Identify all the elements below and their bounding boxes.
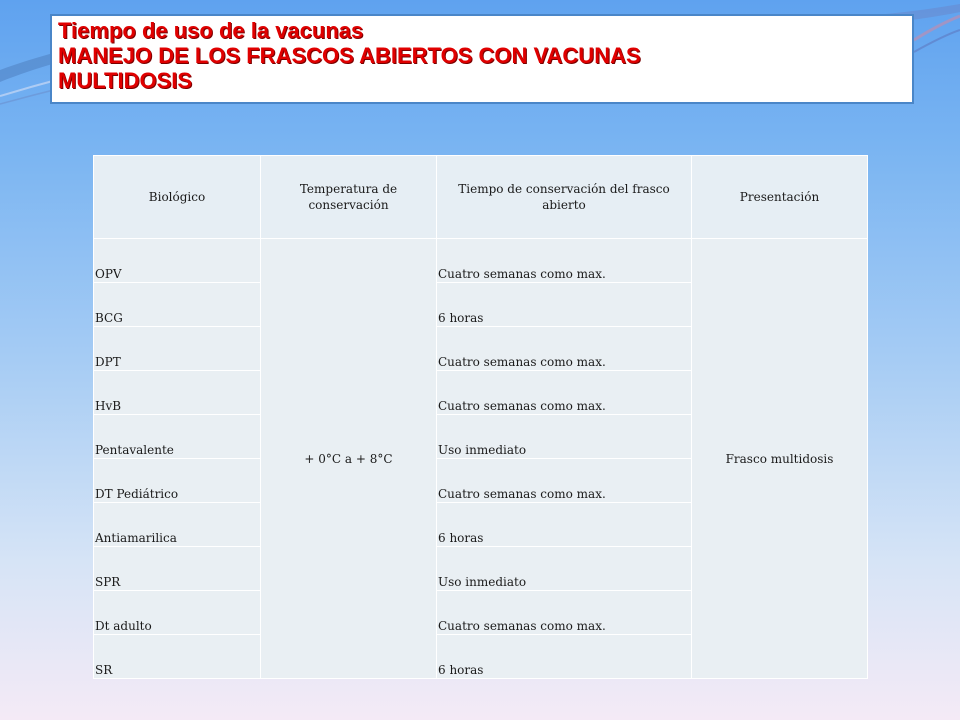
- cell-tiempo: Cuatro semanas como max.: [437, 239, 692, 283]
- cell-tiempo: 6 horas: [437, 503, 692, 547]
- cell-tiempo: 6 horas: [437, 635, 692, 679]
- cell-tiempo: Cuatro semanas como max.: [437, 459, 692, 503]
- header-presentacion: Presentación: [692, 156, 868, 239]
- cell-biologico: OPV: [94, 239, 261, 283]
- cell-biologico: HvB: [94, 371, 261, 415]
- slide-title-line1: Tiempo de uso de la vacunas: [58, 18, 364, 43]
- slide-title-line2: MANEJO DE LOS FRASCOS ABIERTOS CON VACUNAS: [58, 43, 641, 68]
- cell-tiempo: Cuatro semanas como max.: [437, 591, 692, 635]
- slide-title-line3: MULTIDOSIS: [58, 68, 193, 93]
- header-tiempo: Tiempo de conservación del frasco abierto: [437, 156, 692, 239]
- cell-tiempo: Uso inmediato: [437, 547, 692, 591]
- cell-biologico: DT Pediátrico: [94, 459, 261, 503]
- slide-title-box: [50, 14, 914, 104]
- cell-tiempo: Uso inmediato: [437, 415, 692, 459]
- cell-tiempo: 6 horas: [437, 283, 692, 327]
- table-row: [94, 239, 868, 283]
- vaccine-table: [93, 155, 868, 679]
- header-temperatura: Temperatura de conservación: [261, 156, 437, 239]
- cell-biologico: SPR: [94, 547, 261, 591]
- table-header-row: [94, 156, 868, 239]
- cell-presentacion: Frasco multidosis: [692, 239, 868, 679]
- cell-biologico: DPT: [94, 327, 261, 371]
- cell-biologico: Pentavalente: [94, 415, 261, 459]
- cell-temperatura: + 0°C a + 8°C: [261, 239, 437, 679]
- cell-biologico: Dt adulto: [94, 591, 261, 635]
- header-biologico: Biológico: [94, 156, 261, 239]
- cell-tiempo: Cuatro semanas como max.: [437, 371, 692, 415]
- cell-biologico: Antiamarilica: [94, 503, 261, 547]
- cell-tiempo: Cuatro semanas como max.: [437, 327, 692, 371]
- cell-biologico: SR: [94, 635, 261, 679]
- cell-biologico: BCG: [94, 283, 261, 327]
